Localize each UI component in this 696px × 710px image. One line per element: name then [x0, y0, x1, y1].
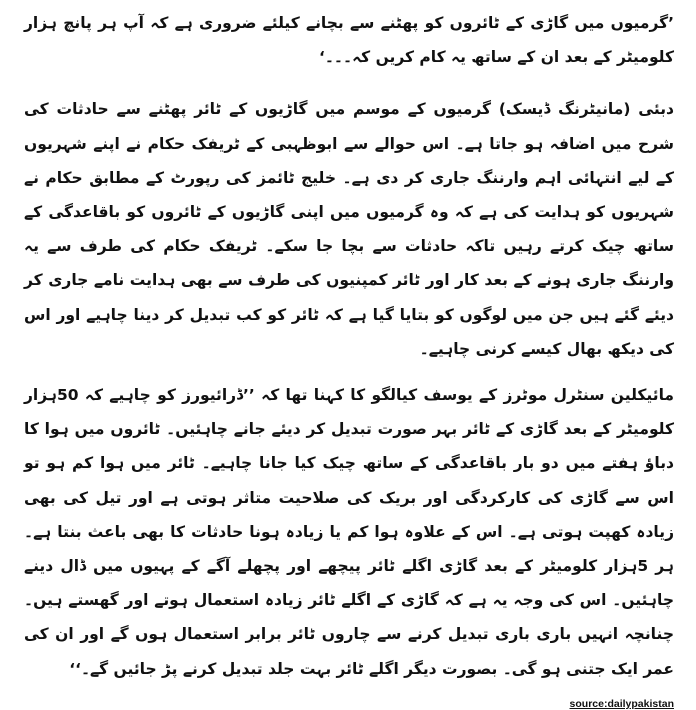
source-link[interactable]: source:dailypakistan	[569, 697, 674, 710]
article-paragraph: دبئی (مانیٹرنگ ڈیسک) گرمیوں کے موسم میں گاڑیوں کے ٹائر پھٹنے سے حادثات کی شرح میں اضافہ ہو جاتا ہے۔ اس حوالے سے ابوظہبی کے ٹریفک حکام نے اپنے شہریوں کے لیے انتہائی اہم وارننگ جاری کر دی ہے۔ خلیج ٹائمز کی رپورٹ کے مطابق حکام نے شہریوں کو ہدایت کی ہے کہ وہ گرمیوں میں اپنی گاڑیوں کے ٹائروں کو باقاعدگی کے ساتھ چیک کرتے رہیں تاکہ حادثات سے بچا جا سکے۔ ٹریفک حکام کی طرف سے یہ وارننگ جاری ہونے کے بعد کار اور ٹائر کمپنیوں کی طرف سے بھی ہدایت نامے جاری کر دیئے گئے ہیں جن میں لوگوں کو بتایا گیا ہے کہ ٹائر کو کب تبدیل کر دینا چاہیے اور اس کی دیکھ بھال کیسے کرنی چاہیے۔	[24, 100, 674, 358]
article-headline-paragraph: ’گرمیوں میں گاڑی کے ٹائروں کو پھٹنے سے بچانے کیلئے ضروری ہے کہ آپ ہر پانچ ہزار کلومیٹر کے بعد ان کے ساتھ یہ کام کریں کہ۔۔۔‘	[24, 14, 674, 67]
article-paragraph: مائیکلین سنٹرل موٹرز کے یوسف کیالگو کا کہنا تھا کہ ’’ڈرائیورز کو چاہیے کہ 50ہزار کلومیٹر کے بعد گاڑی کے ٹائر بہر صورت تبدیل کر دیئے جانے چاہئیں۔ ٹائروں میں ہوا کا دباؤ ہفتے میں دو بار باقاعدگی کے ساتھ چیک کیا جانا چاہیے۔ ٹائر میں ہوا کم ہو تو اس سے گاڑی کی کارکردگی اور بریک کی صلاحیت متاثر ہوتی ہے اور تیل کی بھی زیادہ کھپت ہوتی ہے۔ اس کے علاوہ ہوا کم یا زیادہ ہونا حادثات کا بھی باعث بنتا ہے۔ ہر 5ہزار کلومیٹر کے بعد گاڑی اگلے ٹائر پیچھے اور پچھلے آگے کے پہیوں میں ڈال دینے چاہئیں۔ اس کی وجہ یہ ہے کہ گاڑی کے اگلے ٹائر زیادہ استعمال ہوتے اور گھستے ہیں۔ چنانچہ انہیں باری باری تبدیل کرنے سے چاروں ٹائر برابر استعمال ہوں گے اور ان کی عمر ایک جتنی ہو گی۔ بصورت دیگر اگلے ٹائر بہت جلد تبدیل کرنے پڑ جائیں گے۔‘‘	[24, 386, 674, 678]
